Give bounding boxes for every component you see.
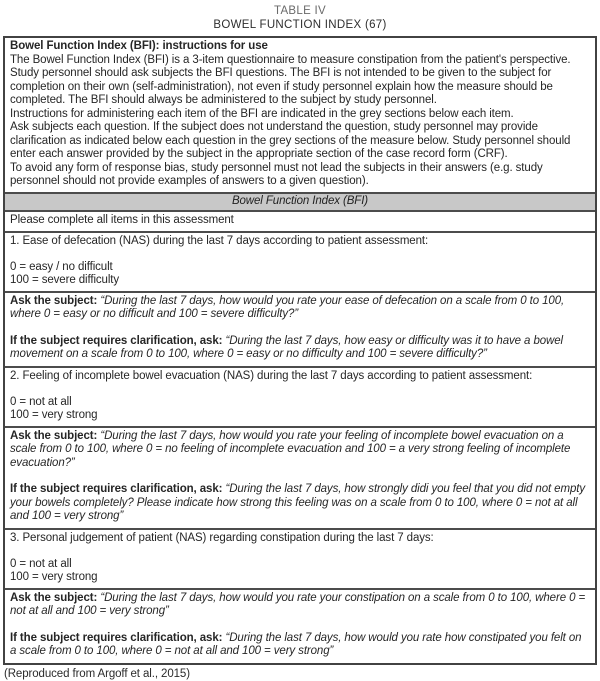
ask-subject-label: Ask the subject: xyxy=(10,591,98,604)
item-1-scale-low: 0 = easy / no difficult xyxy=(10,260,113,273)
instructions-paragraph-2: Instructions for administering each item of the BFI are indicated in the grey sections below each item. xyxy=(10,107,514,120)
bfi-band-title: Bowel Function Index (BFI) xyxy=(231,194,369,207)
clarification-label: If the subject requires clarification, ask: xyxy=(10,483,223,495)
instructions-paragraph-1: The Bowel Function Index (BFI) is a 3-item questionnaire to measure constipation from the patient's perspective. Study personnel should ask subjects the BFI questions. The BFI is not intended to be given to the subject for completion on their own (self-administration), not even if study personnel explain how the measure should be completed. The BFI should always be administered to the subject by study personnel. xyxy=(10,53,571,106)
table-caption xyxy=(0,4,600,32)
complete-note-row xyxy=(5,210,595,231)
clarification-text: “During the last 7 days, how easy or difficulty was it to have a bowel movement on a scale from 0 to 100, where 0 = easy or no difficulty and 100 = severe difficulty?” xyxy=(10,334,563,360)
item-1-ask xyxy=(10,295,590,322)
ask-subject-text: “During the last 7 days, how would you rate your feeling of incomplete bowel evacuation on a scale from 0 to 100, where 0 = no feeling of incomplete evacuation and 100 = a very strong feeling of incomplete evacuation?” xyxy=(10,429,571,469)
ask-subject-label: Ask the subject: xyxy=(10,429,98,442)
clarification-text: “During the last 7 days, how would you rate how constipated you felt on a scale from 0 to 100, where 0 = not at all and 100 = very strong” xyxy=(10,631,582,657)
complete-note: Please complete all items in this assessment xyxy=(10,214,234,226)
instructions-paragraph-4: To avoid any form of response bias, study personnel must not lead the subjects in their answers (e.g. study personnel should not provide examples of answers to a given question). xyxy=(10,161,543,187)
item-1-instructions-row xyxy=(5,291,595,366)
clarification-label: If the subject requires clarification, ask: xyxy=(10,334,223,347)
ask-subject-text: “During the last 7 days, how would you rate your ease of defecation on a scale from 0 to 100, where 0 = easy or no difficult and 100 = severe difficulty?” xyxy=(10,294,565,320)
item-2-clarification xyxy=(10,483,590,524)
blank-line xyxy=(10,470,590,483)
item-3-clarification xyxy=(10,632,590,659)
clarification-text: “During the last 7 days, how strongly didi you feel that you did not empty your bowels completely? Please indicate how strong this feeling was on a scale from 0 to 100, where 0 = not at all and 100 = very strong” xyxy=(10,483,585,522)
source-note: (Reproduced from Argoff et al., 2015) xyxy=(4,667,190,680)
item-1-scale-high: 100 = severe difficulty xyxy=(10,273,120,286)
item-2-scale-low: 0 = not at all xyxy=(10,395,72,408)
blank-line xyxy=(10,322,590,335)
item-1-clarification xyxy=(10,335,590,362)
item-2-ask xyxy=(10,430,590,471)
instructions-section xyxy=(5,38,595,192)
item-3-question: 3. Personal judgement of patient (NAS) regarding constipation during the last 7 days: xyxy=(10,531,434,544)
item-3-question-row xyxy=(5,528,595,588)
table-title: BOWEL FUNCTION INDEX (67) xyxy=(213,19,387,31)
item-2-question-row xyxy=(5,366,595,426)
instructions-paragraph-3: Ask subjects each question. If the subject does not understand the question, study personnel may provide clarification as indicated below each question in the grey sections of the measure below. Study personnel should enter each answer provided by the subject in the appropriate section of the case record form (CRF). xyxy=(10,121,571,160)
item-2-instructions-row xyxy=(5,426,595,528)
ask-subject-label: Ask the subject: xyxy=(10,294,98,307)
blank-line xyxy=(10,619,590,632)
item-3-scale-low: 0 = not at all xyxy=(10,557,72,570)
clarification-label: If the subject requires clarification, ask: xyxy=(10,631,223,644)
item-1-question-row xyxy=(5,231,595,291)
instructions-heading: Bowel Function Index (BFI): instructions for use xyxy=(10,40,268,52)
item-2-scale-high: 100 = very strong xyxy=(10,408,98,421)
item-3-ask xyxy=(10,592,590,619)
table-number: TABLE IV xyxy=(273,5,327,17)
bfi-table xyxy=(3,36,597,665)
item-1-question: 1. Ease of defecation (NAS) during the last 7 days according to patient assessment: xyxy=(10,234,429,247)
ask-subject-text: “During the last 7 days, how would you rate your constipation on a scale from 0 to 100, where 0 = not at all and 100 = very strong” xyxy=(10,591,586,617)
item-3-instructions-row xyxy=(5,588,595,663)
item-3-scale-high: 100 = very strong xyxy=(10,570,98,583)
item-2-question: 2. Feeling of incomplete bowel evacuation (NAS) during the last 7 days according to patient assessment: xyxy=(10,369,533,382)
bfi-band-header xyxy=(5,192,595,211)
